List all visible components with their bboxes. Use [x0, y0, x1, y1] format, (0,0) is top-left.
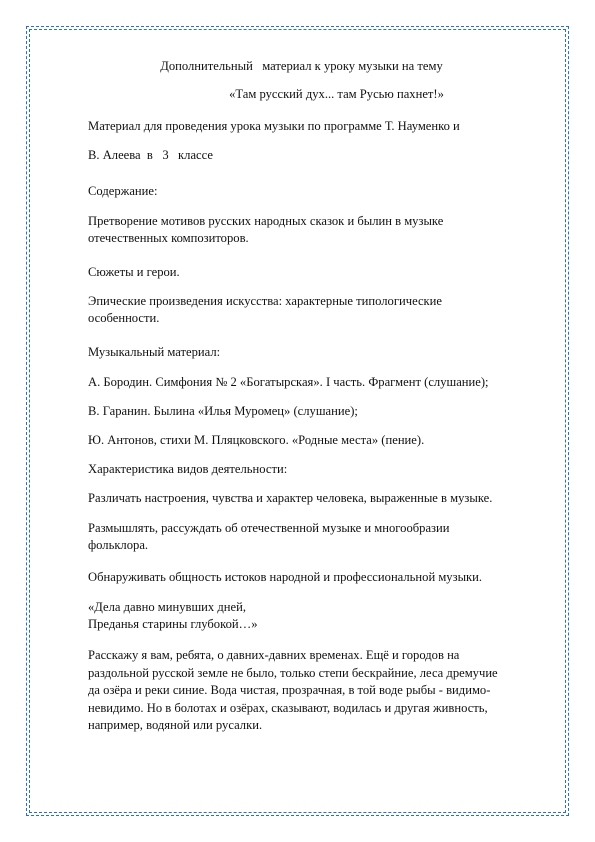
music-item-2: В. Гаранин. Былина «Илья Муромец» (слушание); [88, 404, 358, 418]
story-line-1: Расскажу я вам, ребята, о давних-давних временах. Ещё и городов на [88, 648, 460, 662]
quote-line-1: «Дела давно минувших дней, [88, 600, 246, 614]
activity-paragraph-3: Обнаруживать общность истоков народной и профессиональной музыки. [88, 570, 483, 584]
story-line-4: невидимо. Но в болотах и озёрах, сказывают, водилась и другая живность, [88, 700, 488, 715]
intro-line-1: Материал для проведения урока музыки по программе Т. Науменко и [88, 119, 460, 133]
content-paragraph-1-line-1: Претворение мотивов русских народных сказок и былин в музыке [88, 214, 444, 228]
activity-paragraph-2-line-2: фольклора. [88, 538, 149, 552]
intro-line-2: В. Алеева в 3 классе [88, 148, 213, 162]
quote-line-2: Преданья старины глубокой…» [88, 617, 258, 631]
story-line-5: например, водяной или русалки. [88, 718, 263, 732]
music-item-3: Ю. Антонов, стихи М. Пляцковского. «Родные места» (пение). [88, 433, 425, 447]
content-paragraph-3-line-1: Эпические произведения искусства: характерные типологические [88, 294, 443, 308]
activity-paragraph-1: Различать настроения, чувства и характер человека, выраженные в музыке. [88, 491, 493, 505]
story-line-2: раздольной русской земле не было, только степи бескрайние, леса дремучие [88, 665, 498, 680]
story-line-3: да озёра и реки синие. Вода чистая, прозрачная, в той воде рыбы - видимо- [88, 683, 491, 697]
music-heading: Музыкальный материал: [88, 345, 221, 359]
music-item-1: А. Бородин. Симфония № 2 «Богатырская». I часть. Фрагмент (слушание); [88, 375, 489, 389]
activity-heading: Характеристика видов деятельности: [88, 462, 288, 476]
content-paragraph-1-line-2: отечественных композиторов. [88, 231, 249, 245]
document-title-line-2: «Там русский дух... там Русью пахнет!» [229, 87, 444, 101]
content-paragraph-3-line-2: особенности. [88, 311, 160, 325]
content-heading: Содержание: [88, 184, 158, 198]
activity-paragraph-2-line-1: Размышлять, рассуждать об отечественной музыке и многообразии [88, 521, 450, 535]
content-paragraph-2: Сюжеты и герои. [88, 265, 180, 279]
document-title-line-1: Дополнительный материал к уроку музыки на тему [160, 59, 443, 73]
